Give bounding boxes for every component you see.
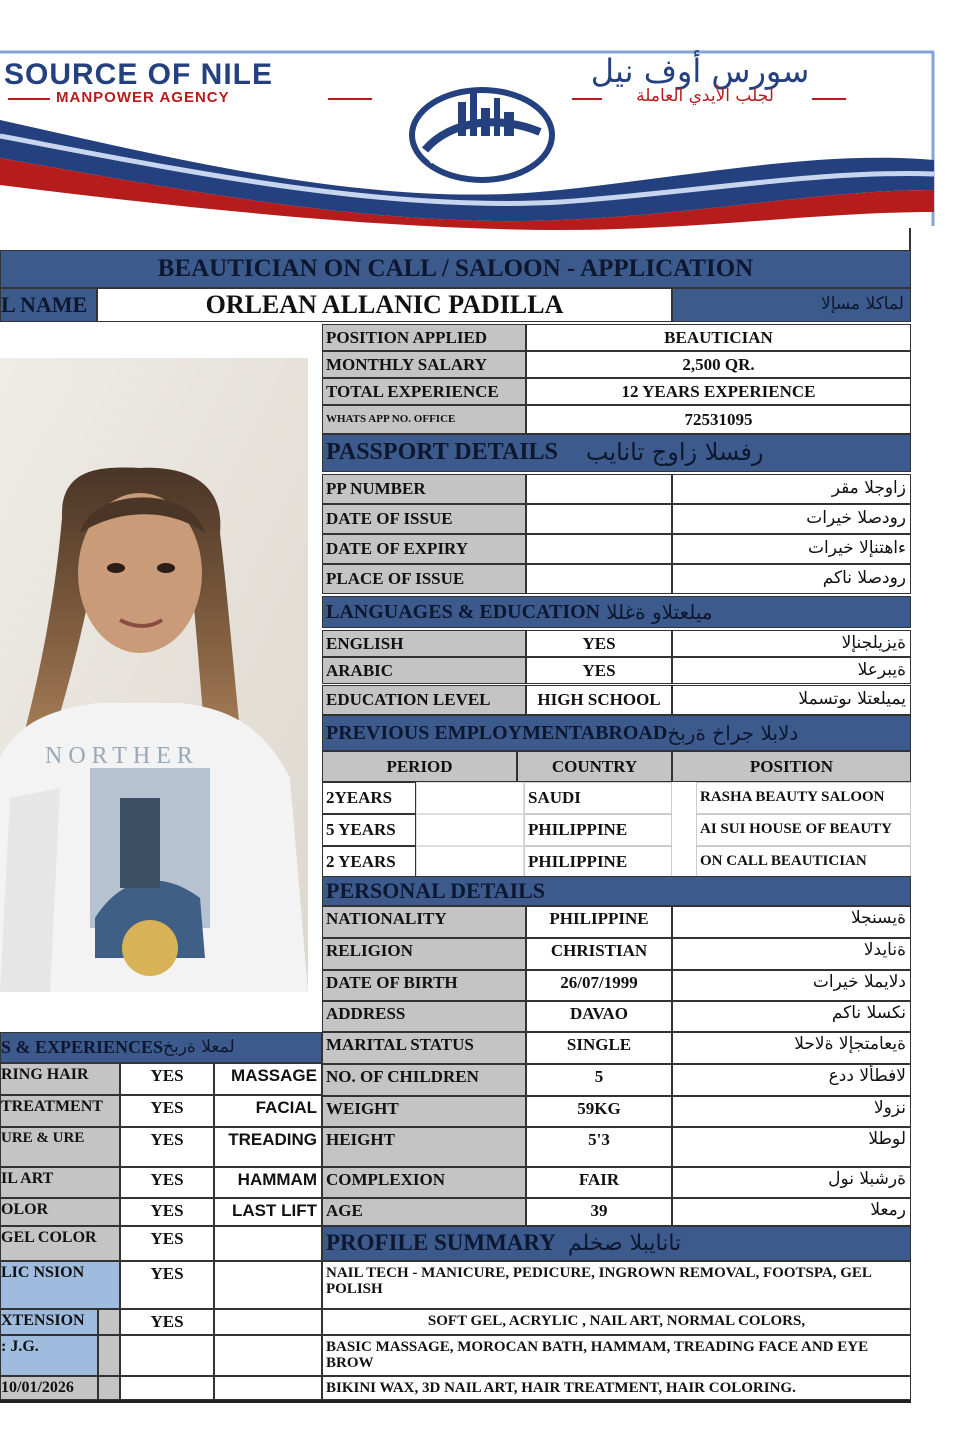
- personal-value: DAVAO: [526, 1001, 672, 1032]
- language-label: ENGLISH: [322, 630, 526, 657]
- personal-value: PHILIPPINE: [526, 906, 672, 938]
- job-label: TOTAL EXPERIENCE: [322, 378, 526, 405]
- skill-extra: [214, 1226, 322, 1261]
- skill-answer: YES: [120, 1063, 214, 1095]
- skill-name: URE & URE: [0, 1127, 120, 1167]
- personal-value: SINGLE: [526, 1032, 672, 1064]
- job-label: MONTHLY SALARY: [322, 351, 526, 378]
- personal-label: WEIGHT: [322, 1096, 526, 1127]
- profile-section-header: [322, 1226, 911, 1261]
- skills-section-header: [0, 1032, 322, 1063]
- skill-extra: [214, 1309, 322, 1335]
- skill-name: IL ART: [0, 1167, 120, 1198]
- employment-spacer: [416, 846, 524, 878]
- profile-line: BIKINI WAX, 3D NAIL ART, HAIR TREATMENT, HAIR COLORING.: [322, 1376, 911, 1400]
- skill-extra: MASSAGE: [214, 1063, 322, 1095]
- applicant-photo: [0, 358, 308, 992]
- brand-name-ar: سورس أوف نيل: [590, 52, 810, 90]
- job-value: BEAUTICIAN: [526, 324, 911, 351]
- passport-label-ar: زاوجلا مقر: [672, 474, 911, 504]
- job-value: 2,500 QR.: [526, 351, 911, 378]
- personal-label-ar: نزولا: [672, 1096, 911, 1127]
- skill-answer: YES: [120, 1127, 214, 1167]
- personal-label: HEIGHT: [322, 1127, 526, 1167]
- personal-value: 59KG: [526, 1096, 672, 1127]
- form-title: BEAUTICIAN ON CALL / SALOON - APPLICATION: [0, 250, 911, 288]
- skill-answer: YES: [120, 1167, 214, 1198]
- skill-name-spacer: [98, 1376, 120, 1400]
- personal-value: 26/07/1999: [526, 970, 672, 1001]
- personal-value: 5: [526, 1064, 672, 1096]
- skill-answer: YES: [120, 1261, 214, 1309]
- personal-label-ar: رمعلا: [672, 1198, 911, 1226]
- personal-label: MARITAL STATUS: [322, 1032, 526, 1064]
- passport-label: DATE OF ISSUE: [322, 504, 526, 534]
- header-banner: [0, 40, 940, 230]
- skill-answer: YES: [120, 1198, 214, 1226]
- skill-extra: FACIAL: [214, 1095, 322, 1127]
- employment-period: 5 YEARS: [322, 814, 416, 846]
- skill-name: XTENSION: [0, 1309, 98, 1335]
- skill-name: OLOR: [0, 1198, 120, 1226]
- language-value: YES: [526, 630, 672, 657]
- brand-tagline-en: MANPOWER AGENCY: [56, 89, 230, 106]
- skill-extra: [214, 1376, 322, 1400]
- job-value: 72531095: [526, 405, 911, 434]
- skill-extra: [214, 1261, 322, 1309]
- skill-answer: YES: [120, 1095, 214, 1127]
- employment-country: SAUDI: [524, 782, 672, 814]
- job-label: WHATS APP NO. OFFICE: [322, 405, 526, 434]
- personal-label: RELIGION: [322, 938, 526, 970]
- personal-label-ar: دلايملا خيرات: [672, 970, 911, 1001]
- job-label: POSITION APPLIED: [322, 324, 526, 351]
- passport-label: DATE OF EXPIRY: [322, 534, 526, 564]
- language-value: HIGH SCHOOL: [526, 685, 672, 715]
- personal-label: ADDRESS: [322, 1001, 526, 1032]
- svg-text:NORTHER: NORTHER: [45, 743, 199, 769]
- employment-header-position: POSITION: [672, 751, 911, 782]
- passport-label-ar: رودصلا ناكم: [672, 564, 911, 594]
- brand-tagline-ar: لجلب الأيدي العاملة: [636, 86, 774, 106]
- personal-value: CHRISTIAN: [526, 938, 672, 970]
- name-value: ORLEAN ALLANIC PADILLA: [97, 288, 672, 322]
- skill-name: TREATMENT: [0, 1095, 120, 1127]
- employment-period: 2 YEARS: [322, 846, 416, 878]
- profile-title: PROFILE SUMMARY: [326, 1230, 556, 1256]
- personal-label: NATIONALITY: [322, 906, 526, 938]
- passport-label-ar: رودصلا خيرات: [672, 504, 911, 534]
- language-label-ar: يميلعتلا ىوتسملا: [672, 685, 911, 715]
- employment-country: PHILIPPINE: [524, 846, 672, 878]
- passport-label-ar: ءاهتنإلا خيرات: [672, 534, 911, 564]
- passport-value: [526, 474, 672, 504]
- languages-title: LANGUAGES & EDUCATION: [326, 600, 601, 623]
- passport-label: PP NUMBER: [322, 474, 526, 504]
- employment-header-period: PERIOD: [322, 751, 517, 782]
- employment-title: PREVIOUS EMPLOYMENTABROAD: [326, 721, 668, 744]
- job-value: 12 YEARS EXPERIENCE: [526, 378, 911, 405]
- employment-title-ar: دلابلا جراخ ةربخ: [667, 720, 799, 745]
- personal-label-ar: ةيسنجلا: [672, 906, 911, 938]
- skill-name-spacer: [98, 1309, 120, 1335]
- personal-label: DATE OF BIRTH: [322, 970, 526, 1001]
- skill-answer: [120, 1376, 214, 1400]
- profile-line: SOFT GEL, ACRYLIC , NAIL ART, NORMAL COLORS,: [322, 1309, 911, 1335]
- skill-answer: YES: [120, 1309, 214, 1335]
- personal-label-ar: نكسلا ناكم: [672, 1001, 911, 1032]
- name-label: L NAME: [0, 288, 97, 322]
- personal-label-ar: ةيعامتجإلا ةلاحلا: [672, 1032, 911, 1064]
- language-label-ar: ةيزيلجنإلا: [672, 630, 911, 657]
- personal-label-ar: ةنايدلا: [672, 938, 911, 970]
- personal-value: 5'3: [526, 1127, 672, 1167]
- skill-extra: TREADING: [214, 1127, 322, 1167]
- personal-label: NO. OF CHILDREN: [322, 1064, 526, 1096]
- passport-label: PLACE OF ISSUE: [322, 564, 526, 594]
- passport-section-header: [322, 434, 911, 472]
- personal-label: AGE: [322, 1198, 526, 1226]
- passport-title: PASSPORT DETAILS: [326, 439, 558, 466]
- skill-name: 10/01/2026: [0, 1376, 98, 1400]
- employment-country: PHILIPPINE: [524, 814, 672, 846]
- skill-name: RING HAIR: [0, 1063, 120, 1095]
- passport-value: [526, 534, 672, 564]
- employment-position: ON CALL BEAUTICIAN: [696, 846, 911, 878]
- language-label: EDUCATION LEVEL: [322, 685, 526, 715]
- skill-extra: HAMMAM: [214, 1167, 322, 1198]
- personal-section-header: PERSONAL DETAILS: [322, 876, 911, 906]
- personal-label-ar: لوطلا: [672, 1127, 911, 1167]
- skills-title-ar: لمعلا ةربخ: [163, 1036, 235, 1057]
- employment-section-header: [322, 715, 911, 751]
- profile-title-ar: تانايبلا صخلم: [567, 1230, 682, 1256]
- skill-name-spacer: [98, 1335, 120, 1376]
- passport-value: [526, 564, 672, 594]
- employment-header-country: COUNTRY: [517, 751, 672, 782]
- language-label-ar: ةيبرعلا: [672, 657, 911, 684]
- skill-extra: LAST LIFT: [214, 1198, 322, 1226]
- skill-name: LIC NSION: [0, 1261, 120, 1309]
- passport-value: [526, 504, 672, 534]
- skill-answer: [120, 1335, 214, 1376]
- skill-extra: [214, 1335, 322, 1376]
- profile-line: BASIC MASSAGE, MOROCAN BATH, HAMMAM, TREADING FACE AND EYE BROW: [322, 1335, 911, 1376]
- passport-title-ar: رفسلا زاوج تانايب: [585, 438, 764, 467]
- language-label: ARABIC: [322, 657, 526, 684]
- skills-title: S & EXPERIENCES: [1, 1037, 164, 1058]
- employment-spacer: [416, 782, 524, 814]
- personal-value: FAIR: [526, 1167, 672, 1198]
- language-value: YES: [526, 657, 672, 684]
- personal-label: COMPLEXION: [322, 1167, 526, 1198]
- personal-value: 39: [526, 1198, 672, 1226]
- name-label-ar: لماكلا مسإلا: [672, 288, 911, 322]
- personal-label-ar: لافطألا ددع: [672, 1064, 911, 1096]
- brand-name-en: SOURCE OF NILE: [4, 58, 274, 91]
- languages-section-header: [322, 596, 911, 628]
- skill-name: : J.G.: [0, 1335, 98, 1376]
- skill-name: GEL COLOR: [0, 1226, 120, 1261]
- employment-position: RASHA BEAUTY SALOON: [696, 782, 911, 814]
- skill-answer: YES: [120, 1226, 214, 1261]
- employment-spacer: [416, 814, 524, 846]
- personal-label-ar: ةرشبلا نول: [672, 1167, 911, 1198]
- profile-line: NAIL TECH - MANICURE, PEDICURE, INGROWN REMOVAL, FOOTSPA, GEL POLISH: [322, 1261, 911, 1309]
- employment-position: AI SUI HOUSE OF BEAUTY: [696, 814, 911, 846]
- employment-period: 2YEARS: [322, 782, 416, 814]
- languages-title-ar: ميلعتلاو ةغللا: [606, 599, 713, 624]
